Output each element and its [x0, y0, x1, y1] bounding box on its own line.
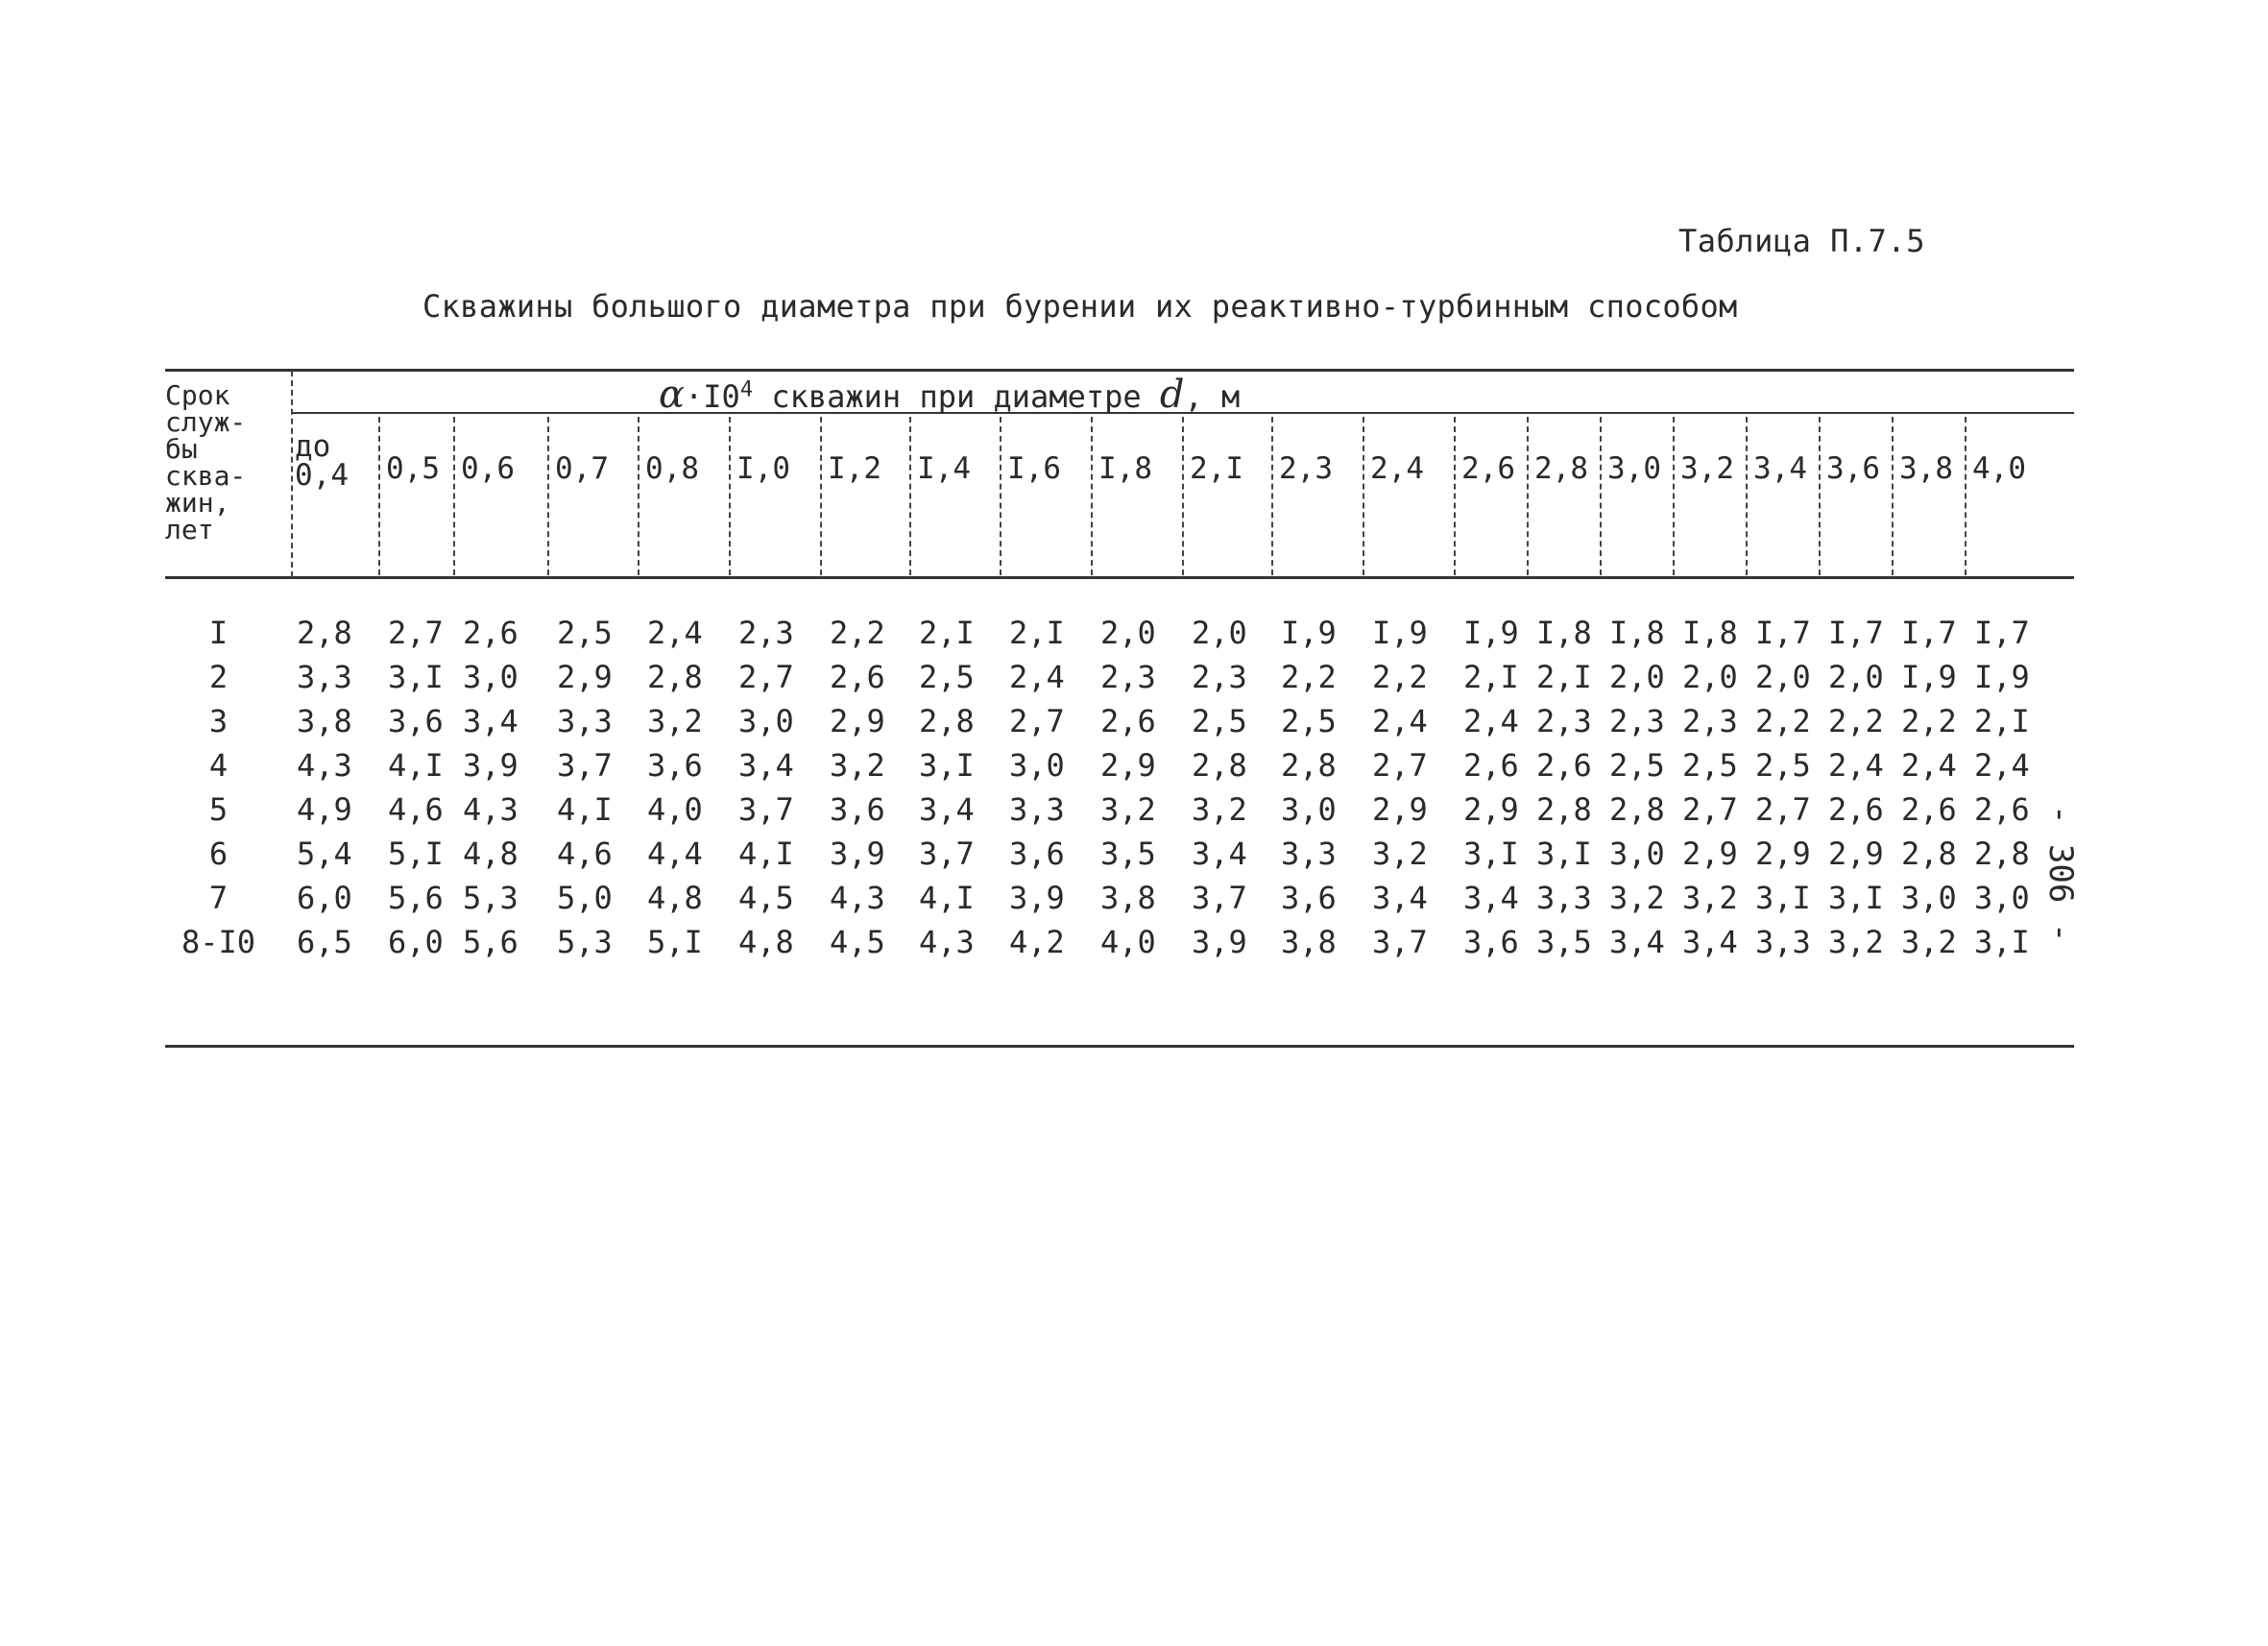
span-header-exponent: 4 — [739, 377, 754, 402]
table-cell: I,9 — [1372, 615, 1428, 651]
table-cell: 2,2 — [1828, 703, 1884, 739]
table-cell: 2,2 — [1281, 659, 1337, 695]
table-cell: 2,6 — [1100, 703, 1156, 739]
table-cell: 3,8 — [1281, 924, 1337, 960]
row-label: 3 — [208, 703, 229, 739]
table-cell: 6,0 — [297, 880, 352, 916]
column-header: I,4 — [917, 451, 971, 486]
table-cell: 5,4 — [297, 835, 352, 872]
table-cell: 3,2 — [1100, 791, 1156, 828]
column-header — [295, 429, 349, 493]
table-cell: 3,0 — [1009, 747, 1065, 784]
table-cell: 2,0 — [1192, 615, 1247, 651]
table-cell: 3,0 — [1974, 880, 2030, 916]
table-cell: 3,2 — [1682, 880, 1738, 916]
column-separator — [1600, 417, 1602, 575]
column-separator — [1819, 417, 1821, 575]
column-separator — [638, 417, 639, 575]
table-cell: 3,3 — [557, 703, 613, 739]
table-cell: 2,8 — [1901, 835, 1957, 872]
table-cell: I,8 — [1682, 615, 1738, 651]
table-cell: 2,2 — [830, 615, 885, 651]
table-cell: 3,0 — [738, 703, 794, 739]
table-cell: 2,4 — [1009, 659, 1065, 695]
table-cell: 2,4 — [1974, 747, 2030, 784]
table-cell: 2,9 — [557, 659, 613, 695]
table-cell: 2,9 — [1682, 835, 1738, 872]
column-separator — [1271, 417, 1273, 575]
column-separator — [909, 417, 911, 575]
column-separator — [1527, 417, 1529, 575]
table-cell: 2,7 — [1682, 791, 1738, 828]
table-cell: 3,2 — [1609, 880, 1665, 916]
table-cell: 3,9 — [1009, 880, 1065, 916]
table-cell: 3,I — [1755, 880, 1811, 916]
table-cell: 3,3 — [1755, 924, 1811, 960]
table-cell: 3,9 — [830, 835, 885, 872]
column-header: 2,8 — [1534, 451, 1588, 486]
table-cell: 3,0 — [1609, 835, 1665, 872]
table-cell: 2,3 — [738, 615, 794, 651]
table-cell: 2,8 — [919, 703, 975, 739]
table-cell: I,7 — [1901, 615, 1957, 651]
table-cell: 3,I — [1974, 924, 2030, 960]
table-cell: 3,4 — [919, 791, 975, 828]
page-number: - 306 - — [2041, 805, 2080, 943]
span-header-factor: ·I0 — [685, 378, 740, 415]
table-cell: 2,2 — [1372, 659, 1428, 695]
stub-header-line: жин, — [165, 487, 230, 519]
table-cell: 3,5 — [1536, 924, 1592, 960]
table-cell: 3,2 — [1192, 791, 1247, 828]
table-cell: I,9 — [1281, 615, 1337, 651]
table-cell: 4,I — [388, 747, 444, 784]
table-cell: 4,8 — [647, 880, 703, 916]
table-cell: 2,I — [1463, 659, 1519, 695]
column-separator — [1000, 417, 1001, 575]
table-cell: 6,0 — [388, 924, 444, 960]
table-cell: 2,3 — [1536, 703, 1592, 739]
table-cell: 2,6 — [1463, 747, 1519, 784]
table-cell: I,8 — [1536, 615, 1592, 651]
column-separator — [1965, 417, 1966, 575]
table-cell: 3,4 — [1463, 880, 1519, 916]
table-cell: 4,5 — [738, 880, 794, 916]
table-cell: I,7 — [1974, 615, 2030, 651]
table-cell: 3,I — [919, 747, 975, 784]
table-cell: 2,6 — [463, 615, 519, 651]
column-header: 0,8 — [645, 451, 699, 486]
column-separator — [1363, 417, 1364, 575]
table-cell: 2,6 — [1828, 791, 1884, 828]
table-cell: 3,I — [1828, 880, 1884, 916]
table-cell: 5,0 — [557, 880, 613, 916]
table-cell: 4,3 — [919, 924, 975, 960]
table-cell: 2,0 — [1755, 659, 1811, 695]
column-separator — [547, 417, 549, 575]
column-header: 3,6 — [1826, 451, 1880, 486]
table-cell: 3,6 — [647, 747, 703, 784]
row-label: 7 — [208, 880, 229, 916]
table-cell: 4,8 — [738, 924, 794, 960]
table-cell: 2,0 — [1682, 659, 1738, 695]
column-header: 0,6 — [461, 451, 515, 486]
table-cell: 2,9 — [1828, 835, 1884, 872]
table-cell: 2,2 — [1755, 703, 1811, 739]
table-cell: 3,2 — [1828, 924, 1884, 960]
table-cell: I,7 — [1828, 615, 1884, 651]
table-cell: I,7 — [1755, 615, 1811, 651]
table-cell: 3,4 — [1192, 835, 1247, 872]
table-cell: 2,8 — [1974, 835, 2030, 872]
row-label: 5 — [208, 791, 229, 828]
table-cell: 2,4 — [1372, 703, 1428, 739]
row-label: I — [208, 615, 229, 651]
column-separator — [453, 417, 455, 575]
span-header-text: скважин при диаметре — [753, 378, 1160, 415]
table-cell: 4,6 — [557, 835, 613, 872]
column-separator — [729, 417, 731, 575]
table-cell: 3,7 — [1372, 924, 1428, 960]
column-header-prefix: до — [295, 429, 331, 464]
table-cell: 4,3 — [830, 880, 885, 916]
table-cell: 2,9 — [830, 703, 885, 739]
column-separator — [1182, 417, 1184, 575]
alpha-symbol: α — [659, 373, 686, 417]
column-header: 0,5 — [386, 451, 440, 486]
table-cell: 2,0 — [1828, 659, 1884, 695]
table-cell: 2,8 — [297, 615, 352, 651]
table-cell: 4,0 — [647, 791, 703, 828]
d-symbol: d — [1159, 373, 1185, 417]
table-top-rule — [165, 369, 2074, 372]
table-cell: 3,8 — [1100, 880, 1156, 916]
span-header-unit: , м — [1184, 378, 1241, 415]
column-separator — [1892, 417, 1894, 575]
table-cell: 2,7 — [1755, 791, 1811, 828]
row-label: 6 — [208, 835, 229, 872]
table-cell: 2,3 — [1192, 659, 1247, 695]
table-cell: 3,I — [1463, 835, 1519, 872]
table-cell: 2,I — [1536, 659, 1592, 695]
table-cell: 4,I — [919, 880, 975, 916]
table-cell: I,9 — [1463, 615, 1519, 651]
table-cell: 2,8 — [1281, 747, 1337, 784]
stub-header-line: Срок — [165, 379, 230, 411]
table-cell: 2,9 — [1463, 791, 1519, 828]
table-cell: 4,4 — [647, 835, 703, 872]
table-cell: 3,7 — [1192, 880, 1247, 916]
column-separator — [1454, 417, 1456, 575]
table-cell: 2,0 — [1609, 659, 1665, 695]
table-cell: 2,3 — [1100, 659, 1156, 695]
span-header — [659, 373, 1240, 417]
table-cell: 5,6 — [463, 924, 519, 960]
table-cell: 2,9 — [1755, 835, 1811, 872]
table-cell: 3,3 — [1281, 835, 1337, 872]
table-cell: 2,5 — [919, 659, 975, 695]
table-cell: I,9 — [1974, 659, 2030, 695]
column-header: 2,4 — [1370, 451, 1424, 486]
table-cell: 3,7 — [557, 747, 613, 784]
column-header: 2,6 — [1461, 451, 1515, 486]
table-cell: 4,8 — [463, 835, 519, 872]
table-cell: 3,2 — [1901, 924, 1957, 960]
table-cell: 3,4 — [463, 703, 519, 739]
column-header: 4,0 — [1972, 451, 2026, 486]
table-cell: 2,5 — [557, 615, 613, 651]
column-separator — [378, 417, 380, 575]
table-cell: 2,9 — [1100, 747, 1156, 784]
table-bottom-rule — [165, 1045, 2074, 1048]
table-cell: 4,2 — [1009, 924, 1065, 960]
column-separator — [1673, 417, 1675, 575]
column-header: I,0 — [736, 451, 790, 486]
table-cell: 3,I — [388, 659, 444, 695]
table-cell: 2,6 — [1901, 791, 1957, 828]
column-header: 2,I — [1190, 451, 1243, 486]
table-cell: 2,5 — [1192, 703, 1247, 739]
table-cell: 4,5 — [830, 924, 885, 960]
table-cell: 3,6 — [1281, 880, 1337, 916]
stub-header-line: служ- — [165, 406, 247, 438]
table-cell: 3,I — [1536, 835, 1592, 872]
table-cell: I,9 — [1901, 659, 1957, 695]
column-separator — [1746, 417, 1748, 575]
table-cell: 3,8 — [297, 703, 352, 739]
table-cell: 2,7 — [1372, 747, 1428, 784]
table-cell: 2,8 — [1192, 747, 1247, 784]
row-label: 4 — [208, 747, 229, 784]
table-cell: 3,2 — [647, 703, 703, 739]
table-cell: 3,6 — [830, 791, 885, 828]
table-cell: 2,4 — [1901, 747, 1957, 784]
table-cell: 2,5 — [1609, 747, 1665, 784]
table-number: Таблица П.7.5 — [1678, 223, 1925, 259]
table-cell: 2,4 — [647, 615, 703, 651]
header-bottom-rule — [165, 576, 2074, 579]
table-cell: I,8 — [1609, 615, 1665, 651]
table-cell: 2,8 — [1609, 791, 1665, 828]
table-cell: 4,3 — [297, 747, 352, 784]
table-cell: 3,7 — [919, 835, 975, 872]
column-header: I,6 — [1007, 451, 1061, 486]
table-cell: 2,7 — [1009, 703, 1065, 739]
table-cell: 3,0 — [463, 659, 519, 695]
table-cell: 3,2 — [1372, 835, 1428, 872]
table-cell: 3,3 — [1536, 880, 1592, 916]
row-label: 2 — [208, 659, 229, 695]
table-cell: 2,5 — [1755, 747, 1811, 784]
table-cell: 4,I — [738, 835, 794, 872]
table-cell: 3,6 — [1009, 835, 1065, 872]
table-cell: 5,I — [647, 924, 703, 960]
column-header-value: 0,4 — [295, 458, 349, 493]
table-cell: 2,5 — [1281, 703, 1337, 739]
table-cell: 4,0 — [1100, 924, 1156, 960]
row-label: 8-I0 — [181, 924, 256, 960]
table-cell: 3,2 — [830, 747, 885, 784]
column-header: 3,4 — [1753, 451, 1807, 486]
table-cell: 2,0 — [1100, 615, 1156, 651]
table-cell: 2,6 — [830, 659, 885, 695]
table-cell: 3,0 — [1901, 880, 1957, 916]
table-cell: 3,4 — [1682, 924, 1738, 960]
table-cell: 2,6 — [1536, 747, 1592, 784]
table-cell: 3,6 — [388, 703, 444, 739]
table-cell: 2,7 — [388, 615, 444, 651]
table-cell: 4,3 — [463, 791, 519, 828]
column-header: 3,0 — [1607, 451, 1661, 486]
stub-header-line: лет — [165, 514, 214, 545]
table-cell: 2,6 — [1974, 791, 2030, 828]
table-cell: 2,I — [1009, 615, 1065, 651]
column-header: I,2 — [828, 451, 881, 486]
table-cell: 5,6 — [388, 880, 444, 916]
table-cell: 2,4 — [1828, 747, 1884, 784]
column-header: I,8 — [1098, 451, 1152, 486]
table-cell: 3,3 — [1009, 791, 1065, 828]
table-cell: 2,5 — [1682, 747, 1738, 784]
column-header: 2,3 — [1279, 451, 1333, 486]
table-cell: 3,7 — [738, 791, 794, 828]
column-separator — [820, 417, 822, 575]
column-header: 0,7 — [555, 451, 609, 486]
table-cell: 6,5 — [297, 924, 352, 960]
table-cell: 3,9 — [1192, 924, 1247, 960]
column-header: 3,2 — [1680, 451, 1734, 486]
table-cell: 3,4 — [738, 747, 794, 784]
table-cell: 2,2 — [1901, 703, 1957, 739]
stub-separator — [291, 371, 293, 577]
table-cell: 4,6 — [388, 791, 444, 828]
table-cell: 5,3 — [463, 880, 519, 916]
table-cell: 5,3 — [557, 924, 613, 960]
stub-header — [165, 379, 288, 545]
column-header: 3,8 — [1899, 451, 1953, 486]
table-cell: 3,4 — [1372, 880, 1428, 916]
table-cell: 2,I — [919, 615, 975, 651]
table-cell: 2,3 — [1609, 703, 1665, 739]
table-cell: 2,8 — [647, 659, 703, 695]
table-cell: 2,8 — [1536, 791, 1592, 828]
table-cell: 5,I — [388, 835, 444, 872]
table-cell: 3,6 — [1463, 924, 1519, 960]
table-cell: 2,4 — [1463, 703, 1519, 739]
table-cell: 3,0 — [1281, 791, 1337, 828]
stub-header-line: сква- — [165, 460, 247, 492]
column-separator — [1091, 417, 1093, 575]
table-cell: 4,9 — [297, 791, 352, 828]
table-cell: 3,3 — [297, 659, 352, 695]
table-cell: 2,3 — [1682, 703, 1738, 739]
stub-header-line: бы — [165, 433, 198, 465]
table-cell: 4,I — [557, 791, 613, 828]
table-title: Скважины большого диаметра при бурении их реактивно-турбинным способом — [422, 288, 1738, 325]
table-cell: 2,7 — [738, 659, 794, 695]
table-cell: 2,9 — [1372, 791, 1428, 828]
table-cell: 2,I — [1974, 703, 2030, 739]
table-cell: 3,4 — [1609, 924, 1665, 960]
table-cell: 3,5 — [1100, 835, 1156, 872]
table-cell: 3,9 — [463, 747, 519, 784]
